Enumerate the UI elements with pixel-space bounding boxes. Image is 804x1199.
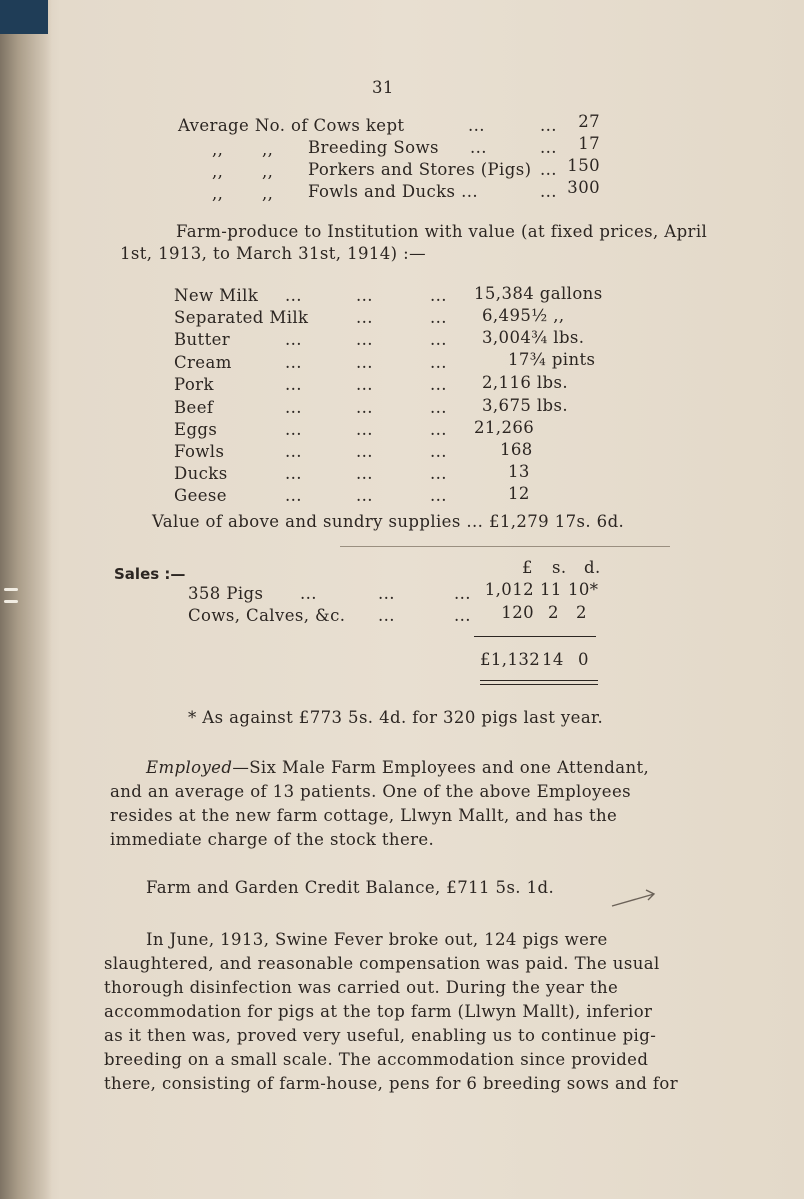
fever-line: accommodation for pigs at the top farm (Llwyn Mallt), inferior	[104, 1002, 653, 1021]
total-double-rule	[480, 680, 598, 681]
pencil-arrow-icon	[610, 888, 658, 908]
fever-line: breeding on a small scale. The accommodation since provided	[104, 1050, 649, 1069]
produce-item: Pork	[174, 375, 214, 394]
leader-dots: ...	[356, 442, 373, 461]
sales-col-pence: d.	[584, 558, 601, 577]
produce-qty: 168	[500, 440, 533, 459]
fever-line: there, consisting of farm-house, pens for 6 breeding sows and for	[104, 1074, 679, 1093]
sales-pence: 2	[576, 603, 587, 622]
produce-item: Separated Milk	[174, 308, 309, 327]
sales-col-pounds: £	[522, 558, 533, 577]
ditto-mark: ,,	[212, 140, 224, 159]
leader-dots: ...	[430, 486, 447, 505]
leader-dots: ...	[430, 375, 447, 394]
leader-dots: ...	[430, 398, 447, 417]
produce-item: New Milk	[174, 286, 259, 305]
produce-item: Eggs	[174, 420, 218, 439]
produce-item: Ducks	[174, 464, 228, 483]
leader-dots: ...	[430, 464, 447, 483]
leader-dots: ...	[356, 398, 373, 417]
binding-thread	[4, 588, 18, 591]
produce-qty: 12	[508, 484, 530, 503]
employed-line4: immediate charge of the stock there.	[110, 830, 435, 849]
leader-dots: ...	[540, 182, 557, 201]
leader-dots: ...	[356, 330, 373, 349]
leader-dots: ...	[285, 464, 302, 483]
ditto-mark: ,,	[212, 184, 224, 203]
fever-line: thorough disinfection was carried out. During the year the	[104, 978, 619, 997]
leader-dots: ...	[285, 353, 302, 372]
leader-dots: ...	[356, 286, 373, 305]
leader-dots: ...	[285, 375, 302, 394]
sales-item: 358 Pigs	[188, 584, 264, 603]
produce-intro-line2: 1st, 1913, to March 31st, 1914) :—	[120, 244, 427, 263]
leader-dots: ...	[356, 420, 373, 439]
sales-col-shillings: s.	[552, 558, 567, 577]
leader-dots: ...	[285, 486, 302, 505]
sales-shillings: 2	[548, 603, 559, 622]
leader-dots: ...	[378, 584, 395, 603]
ditto-mark: ,,	[262, 184, 274, 203]
produce-qty: 6,495½ ,,	[482, 306, 565, 325]
produce-qty: 3,004¾ lbs.	[482, 328, 585, 347]
fever-line: slaughtered, and reasonable compensation was paid. The usual	[104, 954, 660, 973]
stock-label: Porkers and Stores (Pigs)	[308, 160, 532, 179]
stock-label: Breeding Sows	[308, 138, 439, 157]
leader-dots: ...	[300, 584, 317, 603]
page-number: 31	[372, 78, 394, 97]
fever-line: as it then was, proved very useful, enabling us to continue pig-	[104, 1026, 657, 1045]
fever-line: In June, 1913, Swine Fever broke out, 124 pigs were	[146, 930, 608, 949]
stock-value: 27	[578, 112, 600, 131]
sales-pence: 10*	[568, 580, 599, 599]
leader-dots: ...	[468, 116, 485, 135]
credit-balance: Farm and Garden Credit Balance, £711 5s. 1d.	[146, 878, 555, 897]
stock-label: Fowls and Ducks ...	[308, 182, 479, 201]
sales-pounds: 120	[501, 603, 534, 622]
sales-total-pence: 0	[578, 650, 589, 669]
leader-dots: ...	[430, 442, 447, 461]
section-divider	[340, 546, 670, 547]
leader-dots: ...	[356, 375, 373, 394]
leader-dots: ...	[378, 606, 395, 625]
leader-dots: ...	[285, 398, 302, 417]
stock-label: Average No. of Cows kept	[178, 116, 405, 135]
leader-dots: ...	[430, 286, 447, 305]
produce-qty: 2,116 lbs.	[482, 373, 569, 392]
leader-dots: ...	[356, 353, 373, 372]
ditto-mark: ,,	[262, 162, 274, 181]
leader-dots: ...	[356, 486, 373, 505]
employed-line1: —Six Male Farm Employees and one Attendant,	[232, 758, 650, 777]
produce-item: Cream	[174, 353, 232, 372]
value-total-line: Value of above and sundry supplies ... £1,279 17s. 6d.	[152, 512, 625, 531]
sales-item: Cows, Calves, &c.	[188, 606, 346, 625]
sales-heading: Sales :—	[114, 565, 186, 583]
produce-item: Beef	[174, 398, 214, 417]
leader-dots: ...	[540, 116, 557, 135]
produce-qty: 13	[508, 462, 530, 481]
footnote: * As against £773 5s. 4d. for 320 pigs last year.	[188, 708, 604, 727]
sales-total-pounds: £1,132	[480, 650, 541, 669]
sales-shillings: 11	[540, 580, 562, 599]
produce-qty: 3,675 lbs.	[482, 396, 569, 415]
produce-item: Geese	[174, 486, 227, 505]
stock-value: 17	[578, 134, 600, 153]
leader-dots: ...	[470, 138, 487, 157]
sum-rule	[474, 636, 596, 637]
leader-dots: ...	[430, 353, 447, 372]
stock-value: 150	[567, 156, 600, 175]
produce-item: Butter	[174, 330, 231, 349]
produce-qty: 21,266	[474, 418, 535, 437]
employed-line3: resides at the new farm cottage, Llwyn Mallt, and has the	[110, 806, 618, 825]
employed-lead: Employed	[146, 758, 233, 777]
cover-corner	[0, 0, 48, 34]
leader-dots: ...	[454, 606, 471, 625]
produce-intro-line1: Farm-produce to Institution with value (at fixed prices, April	[176, 222, 708, 241]
leader-dots: ...	[285, 420, 302, 439]
produce-qty: 17¾ pints	[508, 350, 596, 369]
leader-dots: ...	[430, 330, 447, 349]
stock-value: 300	[567, 178, 600, 197]
leader-dots: ...	[285, 330, 302, 349]
produce-qty: 15,384 gallons	[474, 284, 603, 303]
leader-dots: ...	[356, 308, 373, 327]
sales-pounds: 1,012	[484, 580, 534, 599]
leader-dots: ...	[430, 420, 447, 439]
leader-dots: ...	[430, 308, 447, 327]
ditto-mark: ,,	[262, 140, 274, 159]
employed-line2: and an average of 13 patients. One of the above Employees	[110, 782, 631, 801]
produce-item: Fowls	[174, 442, 225, 461]
ditto-mark: ,,	[212, 162, 224, 181]
leader-dots: ...	[540, 138, 557, 157]
binding-thread	[4, 600, 18, 603]
leader-dots: ...	[285, 442, 302, 461]
leader-dots: ...	[356, 464, 373, 483]
sales-total-shillings: 14	[542, 650, 564, 669]
leader-dots: ...	[540, 160, 557, 179]
leader-dots: ...	[285, 286, 302, 305]
leader-dots: ...	[454, 584, 471, 603]
total-double-rule	[480, 684, 598, 685]
